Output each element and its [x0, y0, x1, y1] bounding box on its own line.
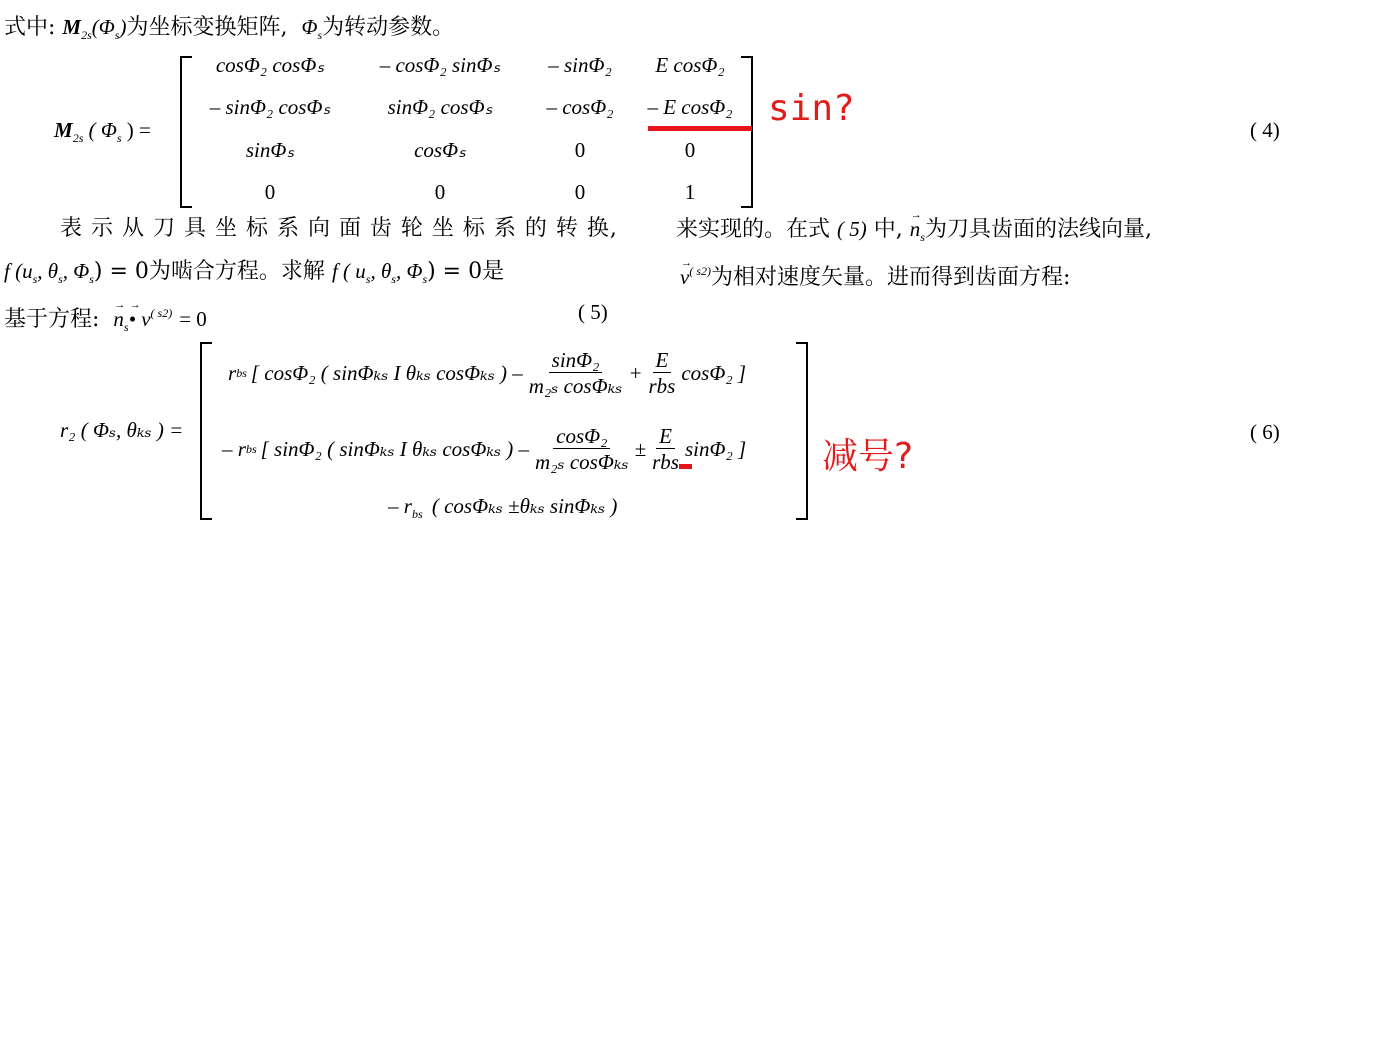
row1-tail: cosΦ₂ ] [681, 360, 747, 385]
n-vector: → n [113, 306, 124, 332]
sub: s [391, 272, 396, 286]
text: 为相对速度矢量。进而得到齿面方程: [711, 265, 1071, 290]
num: E [656, 424, 675, 449]
sub: s [58, 272, 63, 286]
row1-frac2 [645, 348, 678, 399]
eq4-lhs [54, 118, 151, 146]
theta: , θ [37, 259, 59, 283]
f-expr2: f ( u [331, 259, 366, 283]
eq4-number: ( 4) [1250, 118, 1280, 142]
m4-cell: 0 [264, 180, 276, 204]
row2-tail: sinΦ₂ ] [684, 436, 747, 461]
intro-desc1: 为坐标变换矩阵, [126, 15, 288, 40]
text: 为刀具齿面的法线向量, [924, 217, 1152, 242]
sup: ( s2) [689, 264, 711, 278]
m4-cell: 0 [574, 138, 586, 162]
ref: ( 5) [837, 217, 867, 241]
m4-cell: 0 [434, 180, 446, 204]
phi: , Φ [62, 259, 90, 283]
matrix-symbol: M [62, 15, 82, 39]
eq6-row3 [388, 494, 617, 522]
m4-cell: sinΦₛ [245, 138, 295, 162]
eq6-number: ( 6) [1250, 420, 1280, 444]
m4-cell: 1 [684, 180, 696, 204]
text: 中, [873, 217, 903, 242]
row2-frac2 [649, 424, 682, 475]
sub: bs [245, 441, 257, 456]
row1-expr: [ cosΦ₂ ( sinΦₖₛ I θₖₛ cosΦₖₛ ) – [250, 360, 523, 385]
m4-cell: 0 [574, 180, 586, 204]
sub: s [89, 272, 94, 286]
row1-frac1 [526, 348, 626, 399]
eq6-lhs: r₂ ( Φₛ, θₖₛ ) = [60, 418, 184, 442]
num: cosΦ₂ [553, 424, 610, 449]
row3-expr: ( cosΦₖₛ ±θₖₛ sinΦₖₛ ) [431, 494, 618, 518]
sub: s [422, 272, 428, 286]
sub: bs [236, 365, 247, 380]
text: 基于方程: [4, 307, 100, 332]
plus: + [628, 360, 643, 385]
eq4-lhs-m: M [54, 118, 73, 142]
eq6-row2 [222, 416, 746, 482]
sub: bs [411, 507, 423, 521]
matrix-subscript: 2s [81, 28, 92, 42]
plus-minus: ± [634, 436, 647, 461]
num: E [653, 348, 672, 373]
sub: s [920, 230, 925, 244]
sub: s [123, 320, 129, 334]
m4-cell: E cosΦ₂ [655, 53, 725, 77]
m4-cell: sinΦ₂ cosΦₛ [387, 95, 493, 119]
eq5-number: ( 5) [578, 300, 608, 324]
sub: s [32, 272, 38, 286]
equals-zero: = 0 [179, 307, 207, 331]
text: 来实现的。在式 [676, 217, 831, 242]
phi-symbol: Φ [98, 15, 115, 39]
m4-cell: – E cosΦ₂ [647, 95, 733, 119]
sup: ( s2) [150, 306, 173, 320]
eq6-annotation: 减号? [822, 436, 914, 477]
eq4-right-bracket [741, 56, 753, 208]
eq4-lhs-arg-sub: s [116, 131, 122, 145]
theta: , θ [370, 259, 392, 283]
eq4-annotation: sin? [768, 88, 855, 129]
row2-expr: [ sinΦ₂ ( sinΦₖₛ I θₖₛ cosΦₖₛ ) – [260, 436, 530, 461]
phi2-symbol: Φ [301, 15, 318, 39]
text: ) = 0是 [427, 259, 505, 284]
para-right-line2 [680, 258, 1070, 291]
f-expr: f (u [4, 259, 33, 283]
para-left-line1: 表 示 从 刀 具 坐 标 系 向 面 齿 轮 坐 标 系 的 转 换, [60, 216, 618, 241]
m4-cell: cosΦₛ [414, 138, 466, 162]
eq6-red-mark [679, 464, 692, 469]
m4-cell: – sinΦ₂ [548, 53, 612, 77]
text: ) = 0为啮合方程。求解 [93, 259, 325, 284]
r-bs: r [228, 360, 237, 385]
row2-frac1 [532, 424, 632, 475]
num: sinΦ₂ [549, 348, 603, 373]
para-right-line1 [676, 216, 1152, 250]
phi-subscript: s [114, 28, 120, 42]
para-left-line2 [4, 258, 504, 292]
den: m₂ₛ cosΦₖₛ [528, 373, 623, 398]
m4-cell: – cosΦ₂ sinΦₛ [379, 53, 501, 77]
den: rbs [648, 373, 676, 398]
intro-line [4, 14, 454, 48]
m4-cell: 0 [684, 138, 696, 162]
intro-prefix: 式中: [4, 15, 56, 40]
eq6-row1 [228, 340, 746, 406]
den: rbs [652, 449, 679, 474]
eq4-lhs-arg: ( Φ [88, 118, 117, 142]
eq6-left-bracket [200, 342, 212, 520]
m4-cell: – cosΦ₂ [546, 95, 614, 119]
v-vector: → • v [129, 306, 151, 332]
r-bs: – r [388, 494, 412, 518]
m4-cell: cosΦ₂ cosΦₛ [215, 53, 325, 77]
eq4-red-underline [648, 126, 752, 131]
intro-desc2: 为转动参数。 [322, 15, 455, 40]
eq4-lhs-close: ) = [126, 118, 151, 142]
eq6-right-bracket [796, 342, 808, 520]
den: m₂ₛ cosΦₖₛ [535, 449, 629, 474]
v-vector: → v [680, 264, 689, 290]
eq4-lhs-sub: 2s [72, 131, 84, 145]
n-vector: → n [910, 216, 921, 242]
arg-open: ( [91, 15, 99, 39]
phi: , Φ [395, 259, 423, 283]
r-bs: – r [222, 436, 246, 461]
phi2-subscript: s [317, 28, 323, 42]
para-left-line3 [4, 300, 207, 340]
m4-cell: – sinΦ₂ cosΦₛ [209, 95, 331, 119]
sub: s [365, 272, 371, 286]
arg-close: ) [119, 15, 127, 39]
